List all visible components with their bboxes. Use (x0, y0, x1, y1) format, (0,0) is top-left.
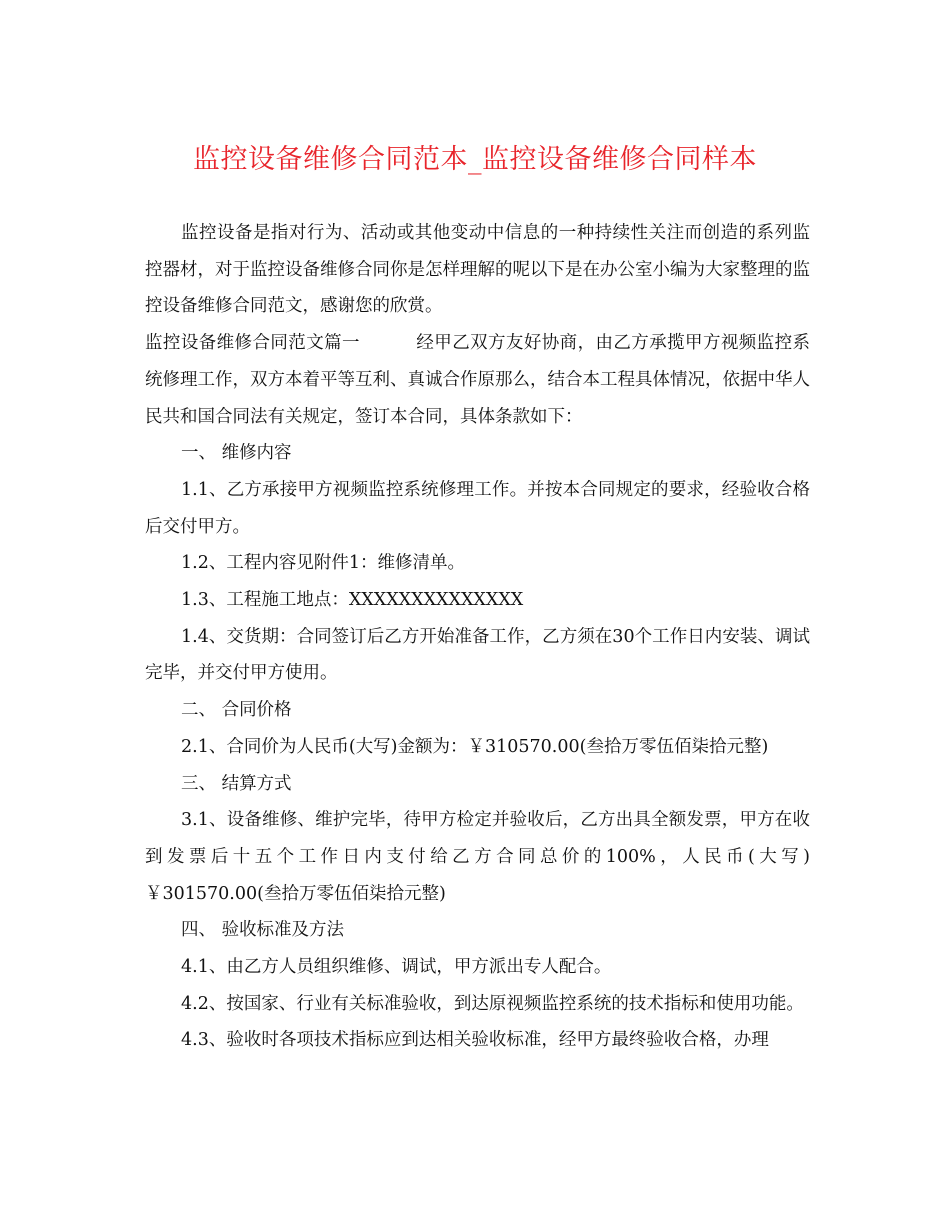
clause-3-1: 3.1、设备维修、维护完毕，待甲方检定并验收后，乙方出具全额发票，甲方在收到发票后十五个工作日内支付给乙方合同总价的100%，人民币(大写)￥301570.00(叁拾万零伍佰柒拾元整) (145, 810, 810, 904)
contract-preamble (145, 325, 810, 435)
section-heading-1: 一、 维修内容 (181, 443, 292, 464)
section-heading-3: 三、 结算方式 (181, 773, 292, 794)
clause-1-4: 1.4、交货期：合同签订后乙方开始准备工作，乙方须在30个工作日内安装、调试完毕，并交付甲方使用。 (145, 626, 810, 684)
clause-2-1: 2.1、合同价为人民币(大写)金额为：￥310570.00(叁拾万零伍佰柒拾元整) (181, 736, 769, 757)
document-title: 监控设备维修合同范本_监控设备维修合同样本 (193, 144, 757, 175)
clause-4-1: 4.1、由乙方人员组织维修、调试，甲方派出专人配合。 (181, 957, 612, 978)
clause-4-2: 4.2、按国家、行业有关标准验收，到达原视频监控系统的技术指标和使用功能。 (181, 993, 804, 1014)
clause-1-3: 1.3、工程施工地点：XXXXXXXXXXXXXX (181, 590, 524, 611)
clause-1-2: 1.2、工程内容见附件1：维修清单。 (181, 553, 465, 574)
section-heading-4: 四、 验收标准及方法 (181, 920, 345, 941)
clause-4-3: 4.3、验收时各项技术指标应到达相关验收标准，经甲方最终验收合格，办理 (181, 1030, 769, 1051)
sample-heading: 监控设备维修合同范文篇一 (145, 333, 360, 354)
section-heading-2: 二、 合同价格 (181, 700, 292, 721)
sample-preamble: 经甲乙双方友好协商，由乙方承揽甲方视频监控系统修理工作，双方本着平等互利、真诚合作原那么，结合本工程具体情况，依据中华人民共和国合同法有关规定，签订本合同，具体条款如下： (145, 333, 811, 427)
document-body (145, 215, 810, 1059)
intro-paragraph: 监控设备是指对行为、活动或其他变动中信息的一种持续性关注而创造的系列监控器材，对于监控设备维修合同你是怎样理解的呢以下是在办公室小编为大家整理的监控设备维修合同范文，感谢您的欣赏。 (145, 223, 810, 317)
clause-1-1: 1.1、乙方承接甲方视频监控系统修理工作。并按本合同规定的要求，经验收合格后交付甲方。 (145, 479, 810, 537)
